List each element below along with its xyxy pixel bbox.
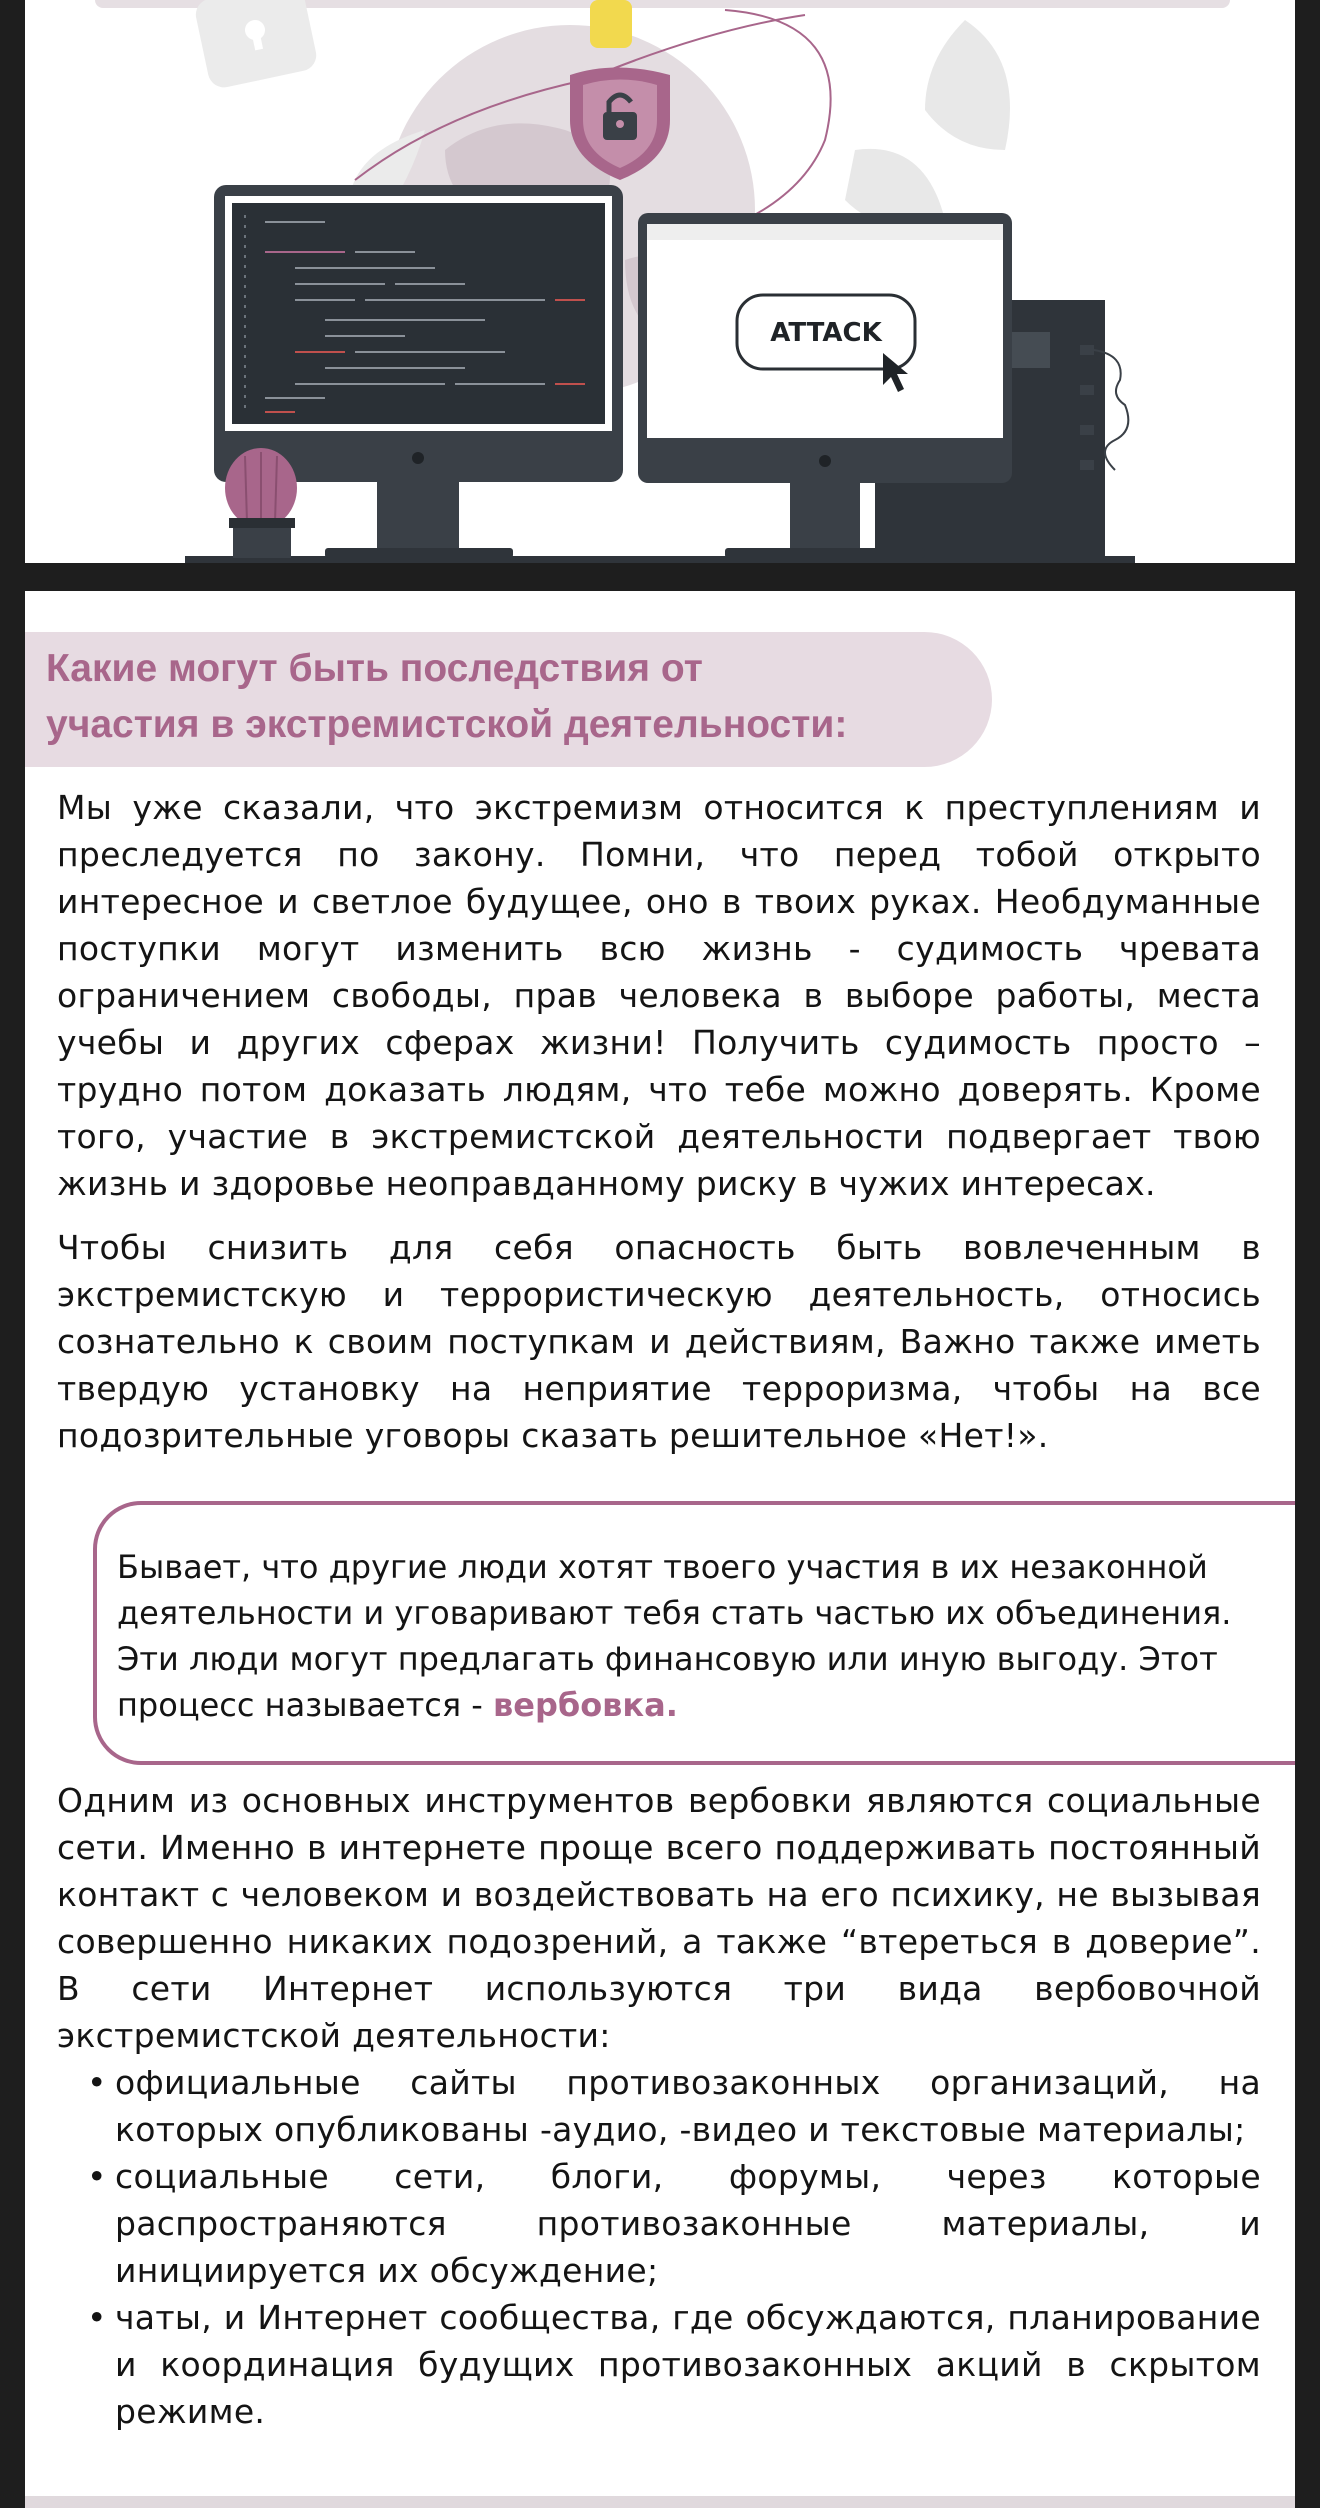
heading-line-1: Какие могут быть последствия от [46, 647, 703, 690]
cyber-attack-illustration [25, 0, 1295, 563]
callout-highlight: вербовка. [492, 1686, 678, 1724]
callout-text [117, 1544, 1295, 1728]
list-item-text: социальные сети, блоги, форумы, через которые распространяются противозаконные материалы, и инициируется их обсуждение; [115, 2157, 1261, 2290]
illustration-page [25, 0, 1295, 563]
list-item-text: чаты, и Интернет сообщества, где обсуждаются, планирование и координация будущих противозаконных акций в скрытом режиме. [115, 2298, 1261, 2431]
list-item [57, 2153, 1261, 2294]
list-item [57, 2294, 1261, 2435]
bottom-strip [25, 2496, 1295, 2508]
cactus-icon [225, 448, 297, 558]
paragraph-consequences: Мы уже сказали, что экстремизм относится к преступлениям и преследуется по закону. Помни, что перед тобой открыто интересное и светлое будущее, оно в твоих руках. Необдуманные поступки могут изменить всю жизнь - судимость чревата ограничением свободы, прав человека в выборе работы, места учебы и других сферах жизни! Получить судимость просто – трудно потом доказать людям, что тебе можно доверять. Кроме того, участие в экстремистской деятельности подвергает твою жизнь и здоровье неоправданному риску в чужих интересах. [57, 788, 1261, 1203]
padlock-bg-icon [193, 0, 319, 90]
bullet-icon: • [87, 2063, 107, 2102]
bullet-icon: • [87, 2157, 107, 2196]
attack-button-label: ATTACK [770, 318, 882, 348]
bullet-icon: • [87, 2298, 107, 2337]
heading-line-2: участия в экстремистской деятельности: [46, 703, 848, 746]
paragraph-prevention: Чтобы снизить для себя опасность быть вовлеченным в экстремистскую и террористическую деятельность, относись сознательно к своим поступкам и действиям, Важно также иметь твердую установку на неприятие терроризма, чтобы на все подозрительные уговоры сказать решительное «Нет!». [57, 1228, 1261, 1455]
section-heading [46, 641, 976, 753]
paragraph-social-networks: Одним из основных инструментов вербовки являются социальные сети. Именно в интернете проще всего поддерживать постоянный контакт с человеком и воздействовать на его психику, не вызывая совершенно никаких подозрений, а также “втереться в доверие”. В сети Интернет используются три вида вербовочной экстремистской деятельности: [57, 1781, 1261, 2055]
content-page [25, 591, 1295, 2508]
callout-body: Бывает, что другие люди хотят твоего участия в их незаконной деятельности и уговаривают тебя стать частью их объединения. Эти люди могут предлагать финансовую или иную выгоду. Этот процесс называется - [117, 1548, 1232, 1724]
list-item [57, 2059, 1261, 2153]
list-item-text: официальные сайты противозаконных организаций, на которых опубликованы -аудио, -видео и текстовые материалы; [115, 2063, 1261, 2149]
recruitment-types-list [57, 2059, 1261, 2435]
key-icon [590, 0, 632, 48]
leaf-right-icon [925, 20, 1010, 150]
